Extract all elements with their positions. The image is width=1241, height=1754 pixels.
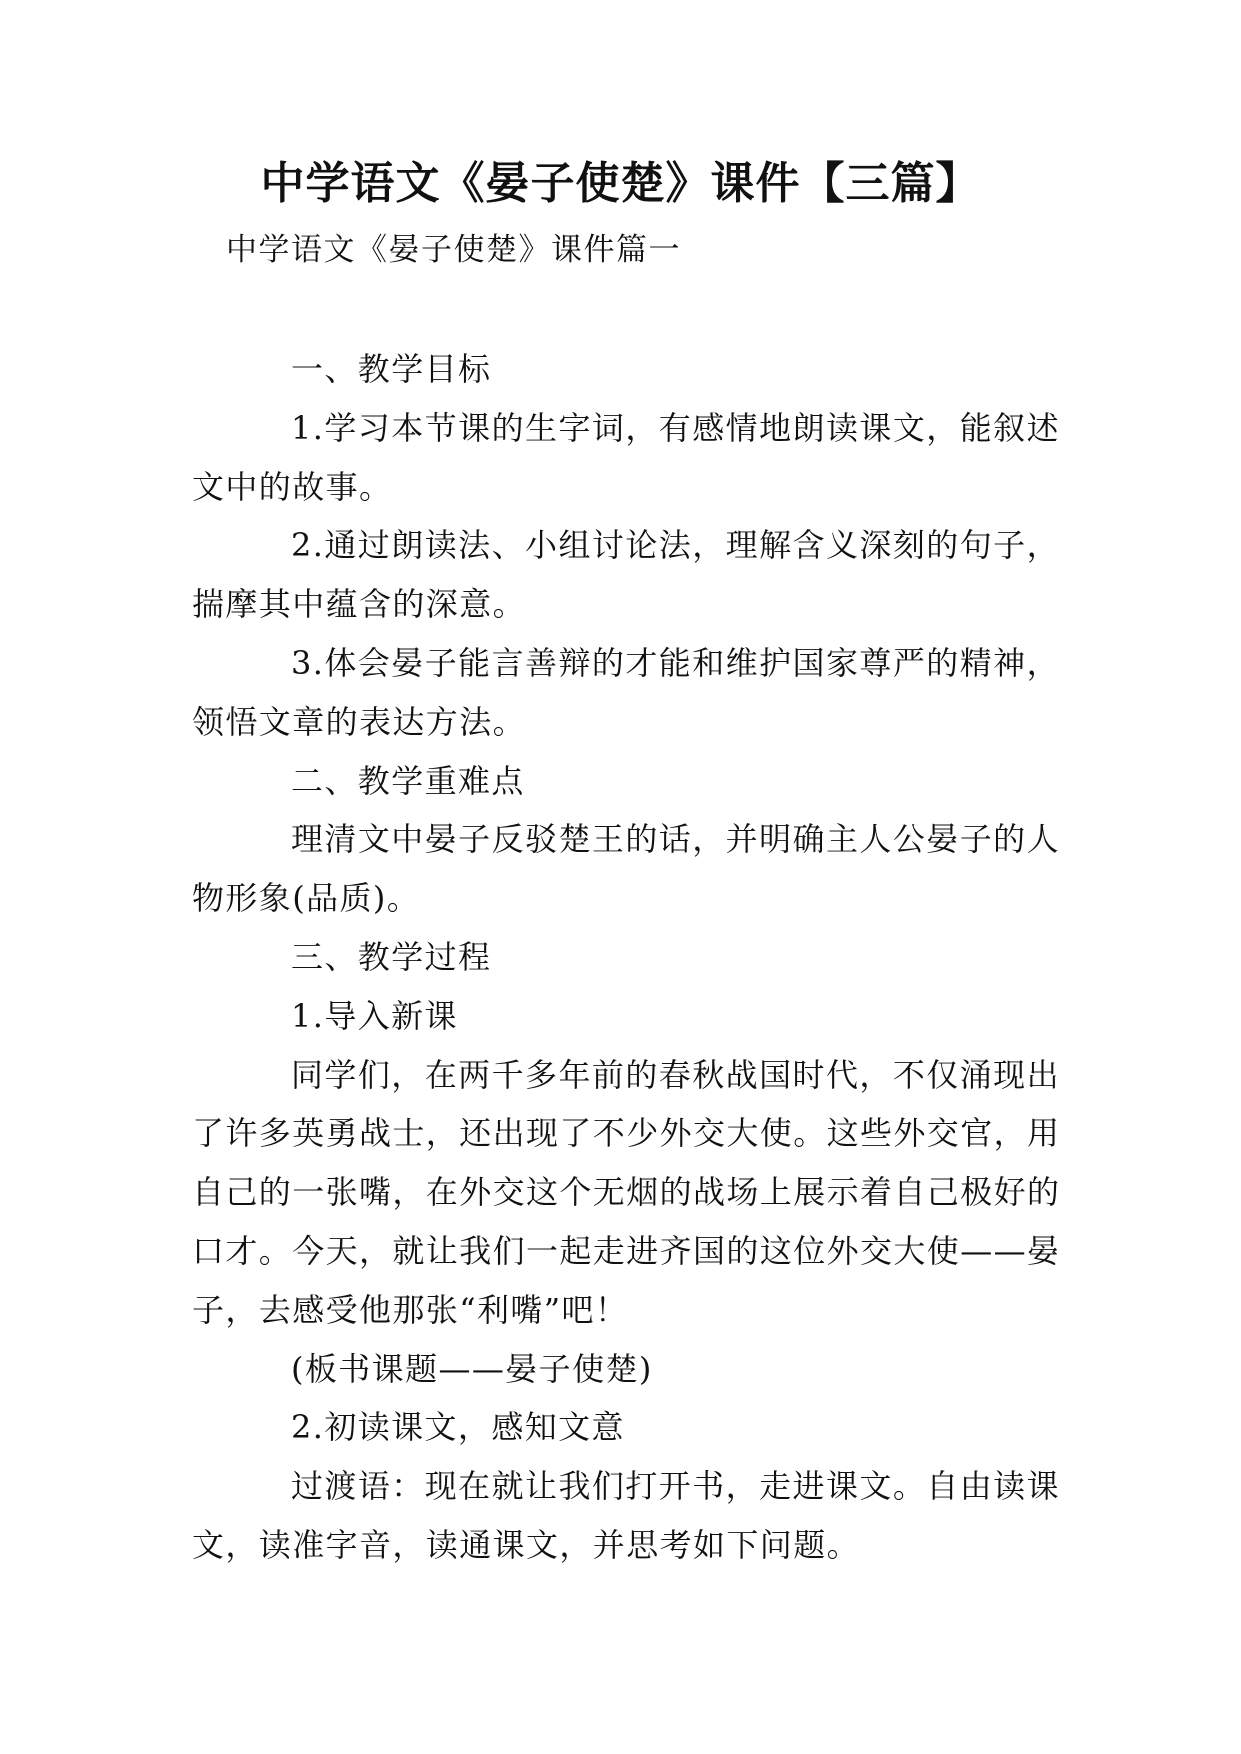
paragraph-line: 3.体会晏子能言善辩的才能和维护国家尊严的精神，	[291, 643, 1060, 682]
paragraph-line: 过渡语：现在就让我们打开书，走进课文。自由读课	[291, 1467, 1060, 1506]
heading-key-points	[192, 752, 1060, 811]
transition-paragraph	[192, 1457, 1060, 1575]
paragraph-line: 1.导入新课	[291, 996, 458, 1035]
paragraph-line: 2.通过朗读法、小组讨论法，理解含义深刻的句子，	[291, 526, 1060, 565]
goal-item-3	[192, 634, 1060, 752]
paragraph-line: 口才。今天，就让我们一起走进齐国的这位外交大使——晏	[192, 1231, 1060, 1270]
paragraph-line: 二、教学重难点	[291, 761, 525, 800]
document-title: 中学语文《晏子使楚》课件【三篇】	[260, 158, 981, 209]
paragraph-line: 了许多英勇战士，还出现了不少外交大使。这些外交官，用	[192, 1114, 1060, 1153]
paragraph-line: 同学们，在两千多年前的春秋战国时代，不仅涌现出	[291, 1055, 1060, 1094]
goal-item-2	[192, 516, 1060, 634]
board-note	[192, 1340, 1060, 1399]
paragraph-line: 文，读准字音，读通课文，并思考如下问题。	[192, 1525, 861, 1564]
paragraph-line: 领悟文章的表达方法。	[192, 702, 527, 741]
document-body	[192, 340, 1060, 1575]
paragraph-line: 2.初读课文，感知文意	[291, 1408, 625, 1447]
heading-teaching-goals	[192, 340, 1060, 399]
step-heading-2	[192, 1398, 1060, 1457]
paragraph-line: 物形象(品质)。	[192, 879, 421, 918]
key-points-paragraph	[192, 810, 1060, 928]
paragraph-line: 三、教学过程	[291, 937, 492, 976]
paragraph-line: 自己的一张嘴，在外交这个无烟的战场上展示着自己极好的	[192, 1173, 1060, 1212]
paragraph-line: (板书课题——晏子使楚)	[291, 1349, 653, 1388]
paragraph-line: 文中的故事。	[192, 467, 393, 506]
goal-item-1	[192, 399, 1060, 517]
paragraph-line: 揣摩其中蕴含的深意。	[192, 585, 527, 624]
paragraph-line: 1.学习本节课的生字词，有感情地朗读课文，能叙述	[291, 408, 1060, 447]
paragraph-line: 一、教学目标	[291, 350, 492, 388]
intro-paragraph	[192, 1046, 1060, 1340]
paragraph-line: 子，去感受他那张“利嘴”吧！	[192, 1290, 629, 1329]
step-heading-1	[192, 987, 1060, 1046]
heading-teaching-process	[192, 928, 1060, 987]
paragraph-line: 理清文中晏子反驳楚王的话，并明确主人公晏子的人	[291, 820, 1060, 859]
section-title: 中学语文《晏子使楚》课件篇一	[226, 232, 681, 268]
